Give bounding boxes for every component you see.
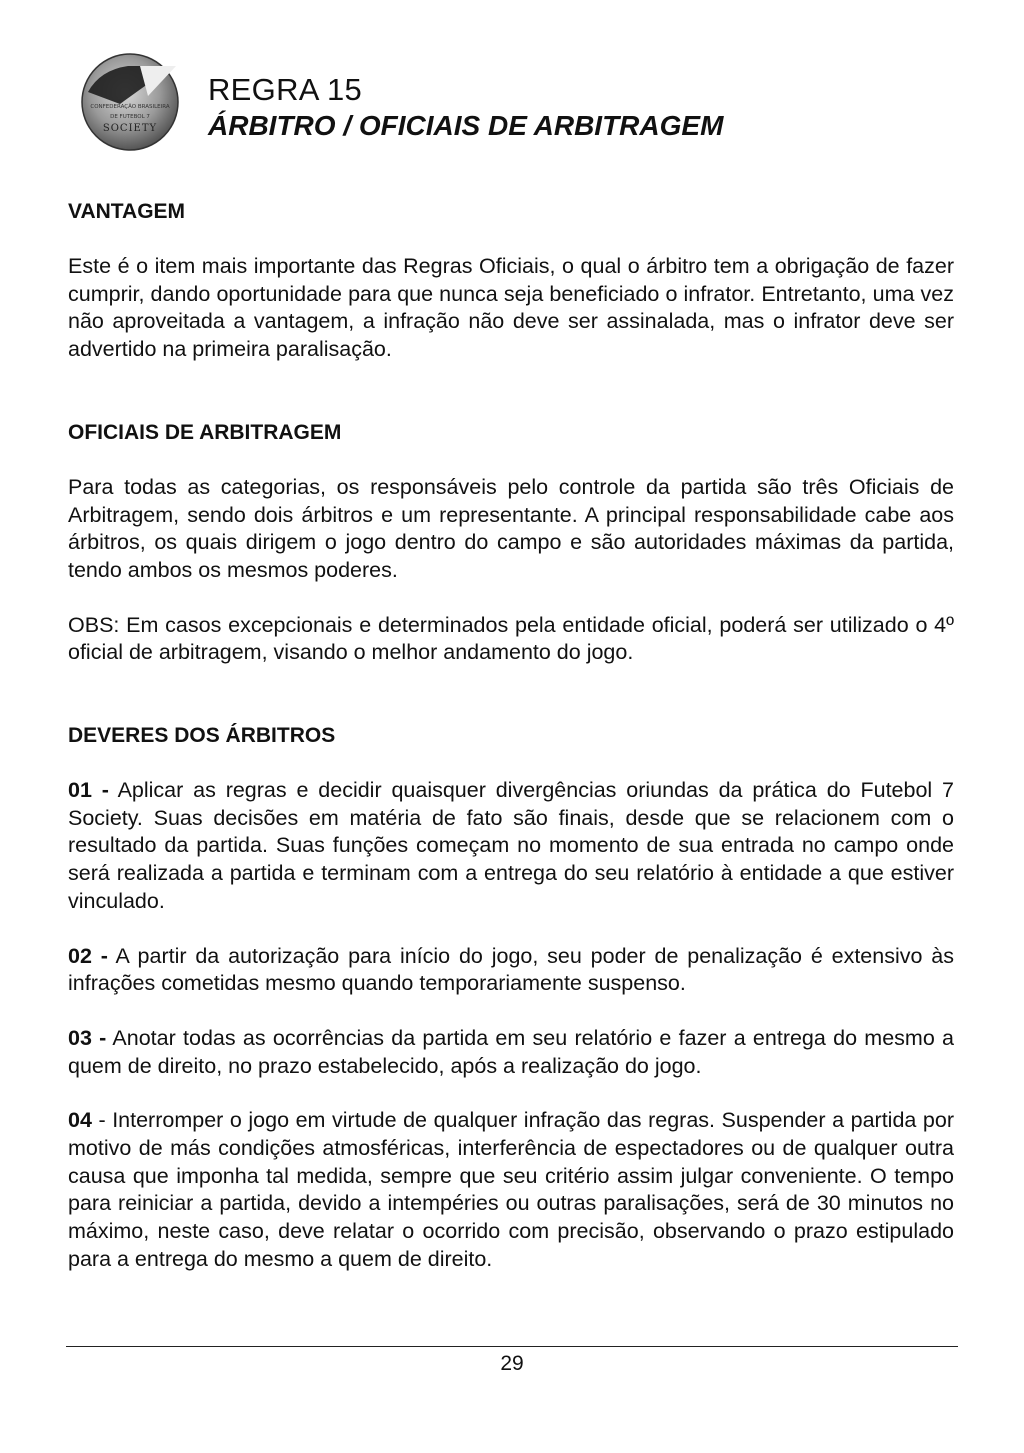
- logo-text-line-1: CONFEDERAÇÃO BRASILEIRA: [90, 104, 170, 110]
- dever-item-number: 02 -: [68, 943, 108, 968]
- footer-divider: [66, 1346, 958, 1347]
- document-body: [68, 198, 954, 1274]
- section-title-deveres: DEVERES DOS ÁRBITROS: [68, 724, 336, 748]
- dever-item: [68, 1107, 954, 1273]
- page-header: [80, 52, 980, 162]
- dever-item-number: 04: [68, 1108, 92, 1133]
- logo-text-line-3: SOCIETY: [102, 123, 158, 134]
- dever-item-text: A partir da autorização para início do jogo, seu poder de penalização é extensivo às infrações cometidas mesmo quando temporariamente suspenso.: [68, 943, 954, 996]
- dever-item-text: Aplicar as regras e decidir quaisquer divergências oriundas da prática do Futebol 7 Society. Suas decisões em matéria de fato são finais, desde que se relacionem com o resultado da partida. Suas funções começam no momento de sua entrada no campo onde será realizada a partida e terminam com a entrega do seu relatório à entidade a que estiver vinculado.: [68, 778, 954, 913]
- dever-item-text: - Interromper o jogo em virtude de qualquer infração das regras. Suspender a partida por motivo de más condições atmosféricas, interferência de espectadores ou de qualquer outra causa que imponha tal medida, sempre que seu critério assim julgar conveniente. O tempo para reiniciar a partida, devido a intempéries ou outras paralisações, será de 30 minutos no máximo, neste caso, deve relatar o ocorrido com precisão, observando o prazo estipulado para a entrega do mesmo a quem de direito.: [68, 1108, 954, 1271]
- dever-item-number: 03 -: [68, 1025, 107, 1050]
- dever-item: [68, 943, 954, 998]
- rule-number: REGRA 15: [208, 72, 363, 107]
- oficiais-obs-paragraph: OBS: Em casos excepcionais e determinados pela entidade oficial, poderá ser utilizado o 4º oficial de arbitragem, visando o melhor andamento do jogo.: [68, 612, 954, 665]
- section-title-vantagem: VANTAGEM: [68, 200, 186, 223]
- logo-text-line-2: DE FUTEBOL 7: [110, 114, 150, 120]
- oficiais-paragraph: Para todas as categorias, os responsáveis pelo controle da partida são três Oficiais de Arbitragem, sendo dois árbitros e um representante. A principal responsabilidade cabe aos árbitros, os quais dirigem o jogo dentro do campo e são autoridades máximas da partida, tendo ambos os mesmos poderes.: [68, 474, 954, 582]
- rule-title: ÁRBITRO / OFICIAIS DE ARBITRAGEM: [208, 110, 724, 141]
- section-title-oficiais: OFICIAIS DE ARBITRAGEM: [68, 420, 342, 444]
- page-number: 29: [500, 1352, 524, 1375]
- vantagem-paragraph: Este é o item mais importante das Regras Oficiais, o qual o árbitro tem a obrigação de fazer cumprir, dando oportunidade para que nunca seja beneficiado o infrator. Entretanto, uma vez não aproveitada a vantagem, a infração não deve ser assinalada, mas o infrator deve ser advertido na primeira paralisação.: [68, 254, 954, 362]
- dever-item: [68, 777, 954, 916]
- dever-item-number: 01 -: [68, 778, 109, 803]
- society-logo: [80, 52, 180, 152]
- dever-item-text: Anotar todas as ocorrências da partida em seu relatório e fazer a entrega do mesmo a quem de direito, no prazo estabelecido, após a realização do jogo.: [68, 1025, 954, 1078]
- dever-item: [68, 1025, 954, 1080]
